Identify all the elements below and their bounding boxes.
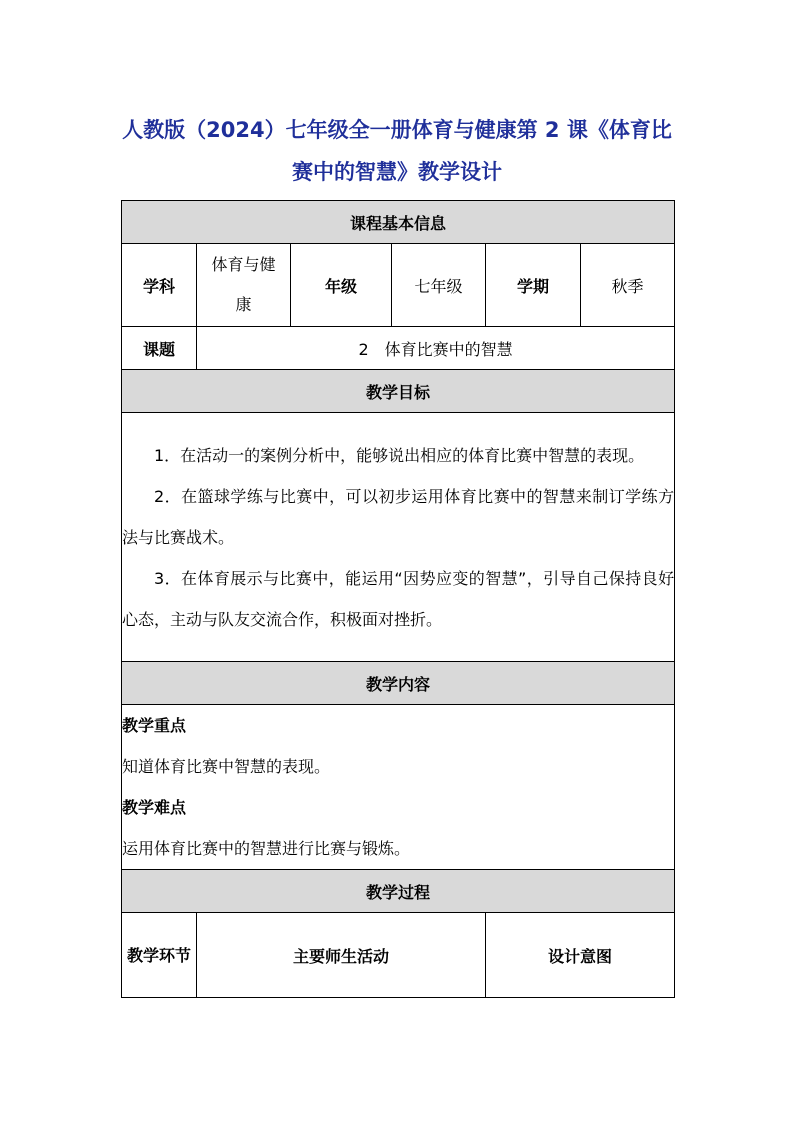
objectives-header: 教学目标 [122, 370, 675, 413]
process-header-row [122, 870, 675, 913]
objectives-header-row [122, 370, 675, 413]
topic-value: 2 体育比赛中的智慧 [197, 327, 675, 370]
stage-column-header: 教学环节 [122, 913, 197, 998]
objectives-cell [122, 413, 675, 662]
content-header-row [122, 662, 675, 705]
content-cell [122, 705, 675, 870]
term-value: 秋季 [581, 244, 675, 327]
term-label: 学期 [486, 244, 581, 327]
topic-label: 课题 [122, 327, 197, 370]
intent-column-header: 设计意图 [486, 913, 675, 998]
difficulty-text: 运用体育比赛中的智慧进行比赛与锻炼。 [122, 839, 411, 858]
basic-info-header-row [122, 201, 675, 244]
objective-item-1: 1．在活动一的案例分析中，能够说出相应的体育比赛中智慧的表现。 [154, 445, 645, 465]
content-row [122, 705, 675, 870]
process-columns-row [122, 913, 675, 998]
basic-info-row [122, 244, 675, 327]
objectives-row [122, 413, 675, 662]
key-points-label: 教学重点 [122, 716, 187, 735]
objective-item-3: 3．在体育展示与比赛中，能运用“因势应变的智慧”，引导自己保持良好心态，主动与队友交流合作，积极面对挫折。 [122, 568, 675, 629]
grade-label: 年级 [291, 244, 392, 327]
subject-value: 体育与健康 [197, 244, 291, 327]
basic-info-header: 课程基本信息 [122, 201, 675, 244]
document-title-line-1: 人教版（2024）七年级全一册体育与健康第 2 课《体育比 [122, 118, 672, 142]
document-title-line-2: 赛中的智慧》教学设计 [292, 160, 502, 184]
process-header: 教学过程 [122, 870, 675, 913]
topic-row [122, 327, 675, 370]
lesson-plan-table [121, 200, 675, 998]
key-points-text: 知道体育比赛中智慧的表现。 [122, 757, 331, 776]
subject-label: 学科 [122, 244, 197, 327]
difficulty-label: 教学难点 [122, 798, 187, 817]
activities-column-header: 主要师生活动 [197, 913, 486, 998]
grade-value: 七年级 [392, 244, 486, 327]
objective-item-2: 2．在篮球学练与比赛中，可以初步运用体育比赛中的智慧来制订学练方法与比赛战术。 [122, 486, 675, 547]
content-header: 教学内容 [122, 662, 675, 705]
